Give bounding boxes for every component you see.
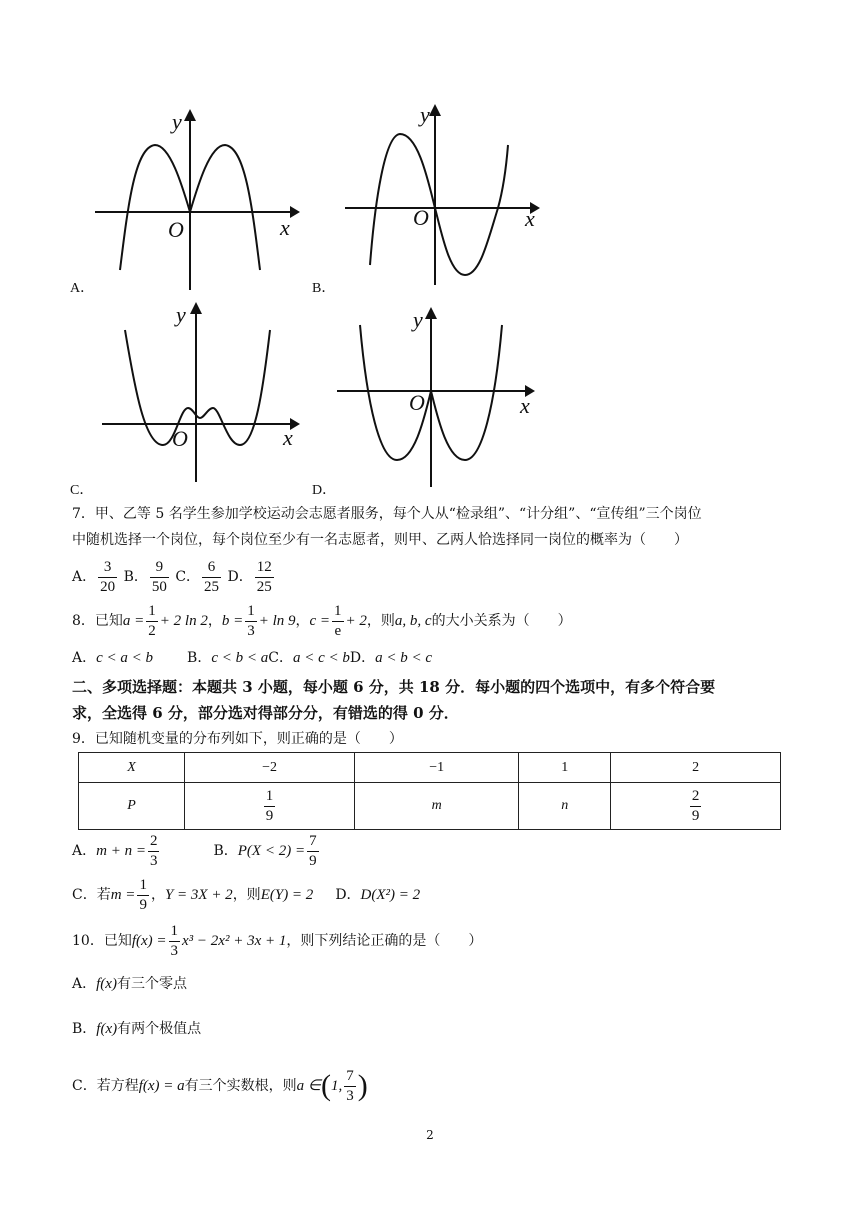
q8-c-fraction bbox=[332, 602, 344, 641]
q9-option-a-num: 2 bbox=[148, 832, 160, 852]
graph-c-option-label: C． bbox=[70, 483, 94, 498]
q10-option-a-label: A． bbox=[72, 976, 97, 992]
graph-c-y-arrow bbox=[190, 302, 202, 314]
q8-c-den: e bbox=[334, 622, 342, 639]
q9-table-x-value: 2 bbox=[611, 753, 781, 783]
q7-option-b-fraction bbox=[150, 558, 169, 597]
graph-b-origin-label: O bbox=[413, 205, 429, 230]
q9-option-c-label: C．若 bbox=[72, 887, 111, 903]
graph-b-option-label: B． bbox=[312, 281, 336, 296]
q8-vars: a, b, c bbox=[394, 613, 432, 629]
graph-c-curve bbox=[125, 330, 270, 445]
graph-c bbox=[100, 300, 310, 490]
q8-options bbox=[72, 648, 432, 668]
q10-option-b-label: B． bbox=[72, 1021, 97, 1037]
section2-heading-line1: 二、多项选择题：本题共 3 小题，每小题 6 分，共 18 分．每小题的四个选项中，有多个符合要 bbox=[72, 678, 716, 696]
q8-b-rest: + ln 9 bbox=[258, 613, 296, 629]
q7-option-a-num: 3 bbox=[98, 558, 117, 578]
q10-den: 3 bbox=[170, 942, 179, 959]
graph-a-x-label: x bbox=[280, 215, 290, 240]
graph-d-svg bbox=[335, 305, 545, 495]
q9-option-a-den: 3 bbox=[149, 852, 158, 869]
q7-option-c-fraction bbox=[202, 558, 221, 597]
q7-option-c-label: C． bbox=[175, 569, 201, 585]
section2-heading-line2: 求，全选得 6 分，部分选对得部分分，有错选的得 0 分． bbox=[72, 704, 459, 722]
graph-b-curve bbox=[370, 134, 508, 275]
q9-option-c-sep: ， bbox=[150, 887, 165, 903]
q10-option-c-math: f(x) = a bbox=[138, 1078, 185, 1094]
q8-option-d-math: a < b < c bbox=[375, 650, 432, 666]
q7-option-b-label: B． bbox=[123, 569, 148, 585]
graph-d bbox=[335, 305, 545, 495]
q9-option-c-num: 1 bbox=[137, 876, 149, 896]
graph-c-y-label: y bbox=[176, 302, 186, 327]
q9-option-c-den: 9 bbox=[139, 896, 147, 913]
q10-option-c-in: a ∈ bbox=[296, 1078, 321, 1094]
q10-option-a-math: f(x) bbox=[96, 976, 117, 992]
q9-options-ab bbox=[72, 830, 321, 872]
q10-fraction bbox=[169, 922, 181, 961]
q9-option-a-lhs: m + n = bbox=[96, 843, 146, 859]
q10-option-b bbox=[72, 1019, 201, 1039]
q9-table-p1-den: 9 bbox=[265, 807, 274, 824]
page-number: 2 bbox=[426, 1128, 434, 1142]
graph-a-x-arrow bbox=[290, 206, 300, 218]
q8-a-rest: + 2 ln 2 bbox=[159, 613, 208, 629]
q10-option-c-lo: 1, bbox=[330, 1078, 343, 1094]
q9-table-row-x bbox=[79, 753, 781, 783]
q10-option-b-text: 有两个极值点 bbox=[117, 1021, 202, 1037]
q8-a-den: 2 bbox=[148, 622, 156, 639]
q10-option-c-fraction bbox=[344, 1067, 356, 1106]
q9-option-d-label: D． bbox=[335, 887, 361, 903]
q9-table-p4-fraction bbox=[690, 787, 702, 826]
q8-option-a-math: c < a < b bbox=[96, 650, 154, 666]
q9-table-p1-num: 1 bbox=[264, 787, 276, 807]
graph-a-origin-label: O bbox=[168, 217, 184, 242]
q8-b-fraction bbox=[245, 602, 257, 641]
q8-option-b-math: c < b < a bbox=[211, 650, 269, 666]
q9-option-b-num: 7 bbox=[307, 832, 319, 852]
q8-b-den: 3 bbox=[247, 622, 255, 639]
graph-b-svg bbox=[340, 100, 550, 290]
q9-option-c-then: ，则 bbox=[232, 887, 261, 903]
q9-table-p-header: P bbox=[79, 783, 185, 830]
q8-c-num: 1 bbox=[332, 602, 344, 622]
q7-option-a-den: 20 bbox=[100, 578, 116, 595]
q9-table-x-value: −1 bbox=[354, 753, 518, 783]
q8-option-a-label: A． bbox=[72, 650, 97, 666]
q9-option-c-m: m = bbox=[110, 887, 136, 903]
q8-b-num: 1 bbox=[245, 602, 257, 622]
q10-poly: x³ − 2x² + 3x + 1 bbox=[182, 933, 287, 949]
q8-suffix-1: ，则 bbox=[366, 613, 395, 629]
q10-num: 1 bbox=[169, 922, 181, 942]
q9-table-x-value: −2 bbox=[185, 753, 355, 783]
graph-b-y-arrow bbox=[429, 104, 441, 116]
q9-table-p-value bbox=[185, 783, 355, 830]
q9-option-b-lhs: P(X < 2) = bbox=[237, 843, 306, 859]
q8-stem: 8．已知a = $\frac{1}{2}$ + 2 ln 2，b = $\frac{1}{3}$ + ln 9，c = $\frac{1}{e}$ + 2，则a, b, c的大小关系为（ ） bbox=[72, 602, 572, 639]
q10-suffix: ，则下列结论正确的是（ ） bbox=[286, 933, 483, 949]
q10-fx: f(x) = bbox=[131, 933, 167, 949]
q9-option-a-label: A． bbox=[72, 843, 97, 859]
graph-d-option-label: D． bbox=[312, 483, 337, 498]
q10-option-a-text: 有三个零点 bbox=[116, 976, 187, 992]
q9-option-b-fraction bbox=[307, 832, 319, 871]
graph-b bbox=[340, 100, 550, 290]
q10-option-b-math: f(x) bbox=[96, 1021, 118, 1037]
graph-a-y-arrow bbox=[184, 109, 196, 121]
q7-option-c-den: 25 bbox=[204, 578, 220, 595]
q8-a-fraction bbox=[146, 602, 158, 641]
graph-c-svg bbox=[100, 300, 310, 490]
q8-option-b-label: B． bbox=[187, 650, 212, 666]
q10-option-a bbox=[72, 974, 187, 994]
q8-option-d-label: D． bbox=[349, 650, 376, 666]
graph-d-y-arrow bbox=[425, 307, 437, 319]
q10-option-c bbox=[72, 1064, 368, 1108]
q7-option-a-label: A． bbox=[72, 569, 97, 585]
q10-option-c-close-paren: ) bbox=[357, 1069, 368, 1102]
q7-option-c-num: 6 bbox=[202, 558, 221, 578]
q7-option-d-fraction bbox=[255, 558, 274, 597]
q9-table-x-header: X bbox=[79, 753, 185, 783]
q7-option-a-fraction bbox=[98, 558, 117, 597]
q9-option-d-math: D(X²) = 2 bbox=[360, 887, 421, 903]
graph-a-option-label: A． bbox=[70, 281, 95, 296]
graph-c-origin-label: O bbox=[172, 426, 188, 451]
q7-stem-line1: 7．甲、乙等 5 名学生参加学校运动会志愿者服务，每个人从“检录组”、“计分组”、“宣传组”三个岗位 bbox=[72, 506, 702, 522]
q7-stem-line2: 中随机选择一个岗位，每个岗位至少有一名志愿者，则甲、乙两人恰选择同一岗位的概率为（ ） bbox=[72, 532, 688, 548]
q9-option-c-fraction bbox=[137, 876, 149, 915]
q8-option-c-math: a < c < b bbox=[292, 650, 350, 666]
q9-option-b-label: B． bbox=[213, 843, 238, 859]
graph-a bbox=[90, 105, 300, 295]
graph-b-x-label: x bbox=[525, 206, 535, 231]
q7-option-b-den: 50 bbox=[151, 578, 167, 595]
q9-table-p4-num: 2 bbox=[690, 787, 702, 807]
q9-option-b-den: 9 bbox=[309, 852, 317, 869]
q8-prefix: 8．已知 bbox=[72, 613, 123, 629]
q7-option-d-den: 25 bbox=[256, 578, 272, 595]
q10-option-c-label: C．若方程 bbox=[72, 1078, 139, 1094]
q9-options-cd bbox=[72, 874, 420, 916]
q8-c-rest: + 2 bbox=[345, 613, 367, 629]
graph-a-y-label: y bbox=[172, 109, 182, 134]
graph-d-y-label: y bbox=[413, 307, 423, 332]
q7-option-b-num: 9 bbox=[150, 558, 169, 578]
q9-table-p-value: n bbox=[519, 783, 611, 830]
q9-table-p-value: m bbox=[354, 783, 518, 830]
q8-a-num: 1 bbox=[146, 602, 158, 622]
q8-option-c-label: C． bbox=[268, 650, 293, 666]
graph-b-y-label: y bbox=[420, 102, 430, 127]
q10-option-c-open-paren: ( bbox=[320, 1069, 331, 1102]
q8-b-lhs: b = bbox=[221, 613, 244, 629]
graph-c-x-label: x bbox=[283, 425, 293, 450]
q9-option-c-e: E(Y) = 2 bbox=[260, 887, 314, 903]
q10-stem bbox=[72, 920, 482, 962]
q9-table-p-value bbox=[611, 783, 781, 830]
graph-d-x-label: x bbox=[520, 393, 530, 418]
q10-option-c-text: 有三个实数根，则 bbox=[184, 1078, 297, 1094]
q9-table-row-p bbox=[79, 783, 781, 830]
q9-option-c-y: Y = 3X + 2 bbox=[164, 887, 233, 903]
q9-table-p4-den: 9 bbox=[691, 807, 700, 824]
graph-d-origin-label: O bbox=[409, 390, 425, 415]
q7-options bbox=[72, 556, 276, 598]
q10-prefix: 10．已知 bbox=[72, 933, 132, 949]
q10-option-c-num: 7 bbox=[344, 1067, 356, 1087]
q8-a-lhs: a = bbox=[122, 613, 145, 629]
q9-distribution-table bbox=[78, 752, 781, 830]
q8-suffix-2: 的大小关系为（ ） bbox=[431, 613, 572, 629]
q10-option-c-den: 3 bbox=[346, 1087, 354, 1104]
q9-stem: 9．已知随机变量的分布列如下，则正确的是（ ） bbox=[72, 731, 403, 747]
q9-option-a-fraction bbox=[148, 832, 160, 871]
q7-option-d-label: D． bbox=[227, 569, 253, 585]
q8-c-lhs: c = bbox=[309, 613, 331, 629]
q9-table-x-value: 1 bbox=[519, 753, 611, 783]
q9-table-p1-fraction bbox=[264, 787, 276, 826]
graph-a-svg bbox=[90, 105, 300, 295]
q7-option-d-num: 12 bbox=[255, 558, 274, 578]
